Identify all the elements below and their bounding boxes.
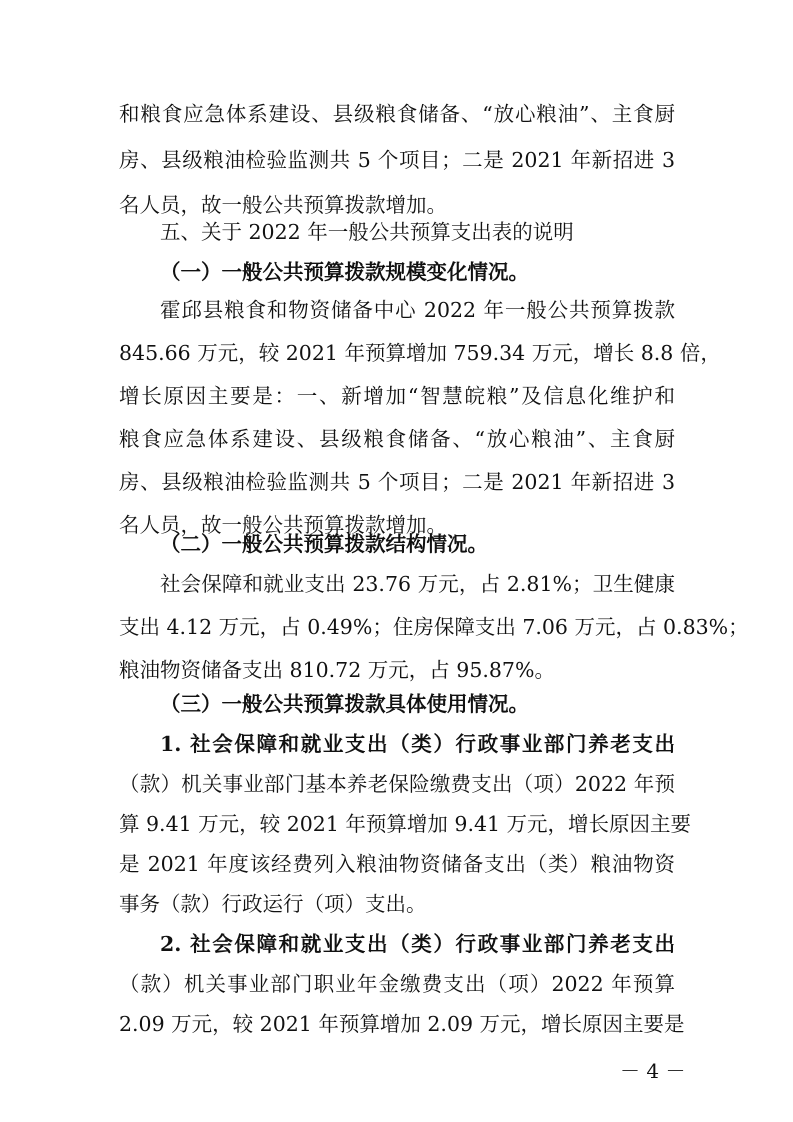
paragraph-line: 845.66 万元，较 2021 年预算增加 759.34 万元，增长 8.8 倍，	[119, 341, 721, 365]
paragraph-line: 粮食应急体系建设、县级粮食储备、“放心粮油”、主食厨	[119, 427, 675, 451]
paragraph-line: 名人员，故一般公共预算拨款增加。	[119, 193, 447, 217]
paragraph-line: 房、县级粮油检验监测共 5 个项目；二是 2021 年新招进 3	[119, 148, 675, 172]
section-heading-5: 五、关于 2022 年一般公共预算支出表的说明	[160, 220, 574, 244]
item-2-title-line: 2. 社会保障和就业支出（类）行政事业部门养老支出	[160, 932, 675, 956]
paragraph-line: 2.09 万元，较 2021 年预算增加 2.09 万元，增长原因主要是	[119, 1012, 685, 1036]
paragraph-line: 支出 4.12 万元，占 0.49%；住房保障支出 7.06 万元，占 0.83%；	[119, 615, 749, 639]
subsection-heading-3: （三）一般公共预算拨款具体使用情况。	[160, 692, 529, 716]
paragraph-line: 名人员，故一般公共预算拨款增加。	[119, 513, 447, 537]
paragraph-line: （款）机关事业部门基本养老保险缴费支出（项）2022 年预	[119, 772, 675, 796]
paragraph-line: 事务（款）行政运行（项）支出。	[119, 892, 427, 916]
subsection-heading-2: （二）一般公共预算拨款结构情况。	[160, 532, 488, 556]
paragraph-line: 霍邱县粮食和物资储备中心 2022 年一般公共预算拨款	[160, 298, 675, 322]
item-1-title-line: 1. 社会保障和就业支出（类）行政事业部门养老支出	[160, 732, 675, 756]
paragraph-line: （款）机关事业部门职业年金缴费支出（项）2022 年预算	[119, 972, 675, 996]
page-number: － 4 －	[620, 1059, 686, 1083]
paragraph-line: 和粮食应急体系建设、县级粮食储备、“放心粮油”、主食厨	[119, 102, 675, 126]
paragraph-line: 增长原因主要是：一、新增加“智慧皖粮”及信息化维护和	[119, 384, 675, 408]
paragraph-line: 社会保障和就业支出 23.76 万元，占 2.81%；卫生健康	[160, 572, 675, 596]
subsection-heading-1: （一）一般公共预算拨款规模变化情况。	[160, 260, 529, 284]
paragraph-line: 粮油物资储备支出 810.72 万元，占 95.87%。	[119, 658, 555, 682]
paragraph-line: 房、县级粮油检验监测共 5 个项目；二是 2021 年新招进 3	[119, 470, 675, 494]
paragraph-line: 是 2021 年度该经费列入粮油物资储备支出（类）粮油物资	[119, 852, 675, 876]
paragraph-line: 算 9.41 万元，较 2021 年预算增加 9.41 万元，增长原因主要	[119, 812, 692, 836]
